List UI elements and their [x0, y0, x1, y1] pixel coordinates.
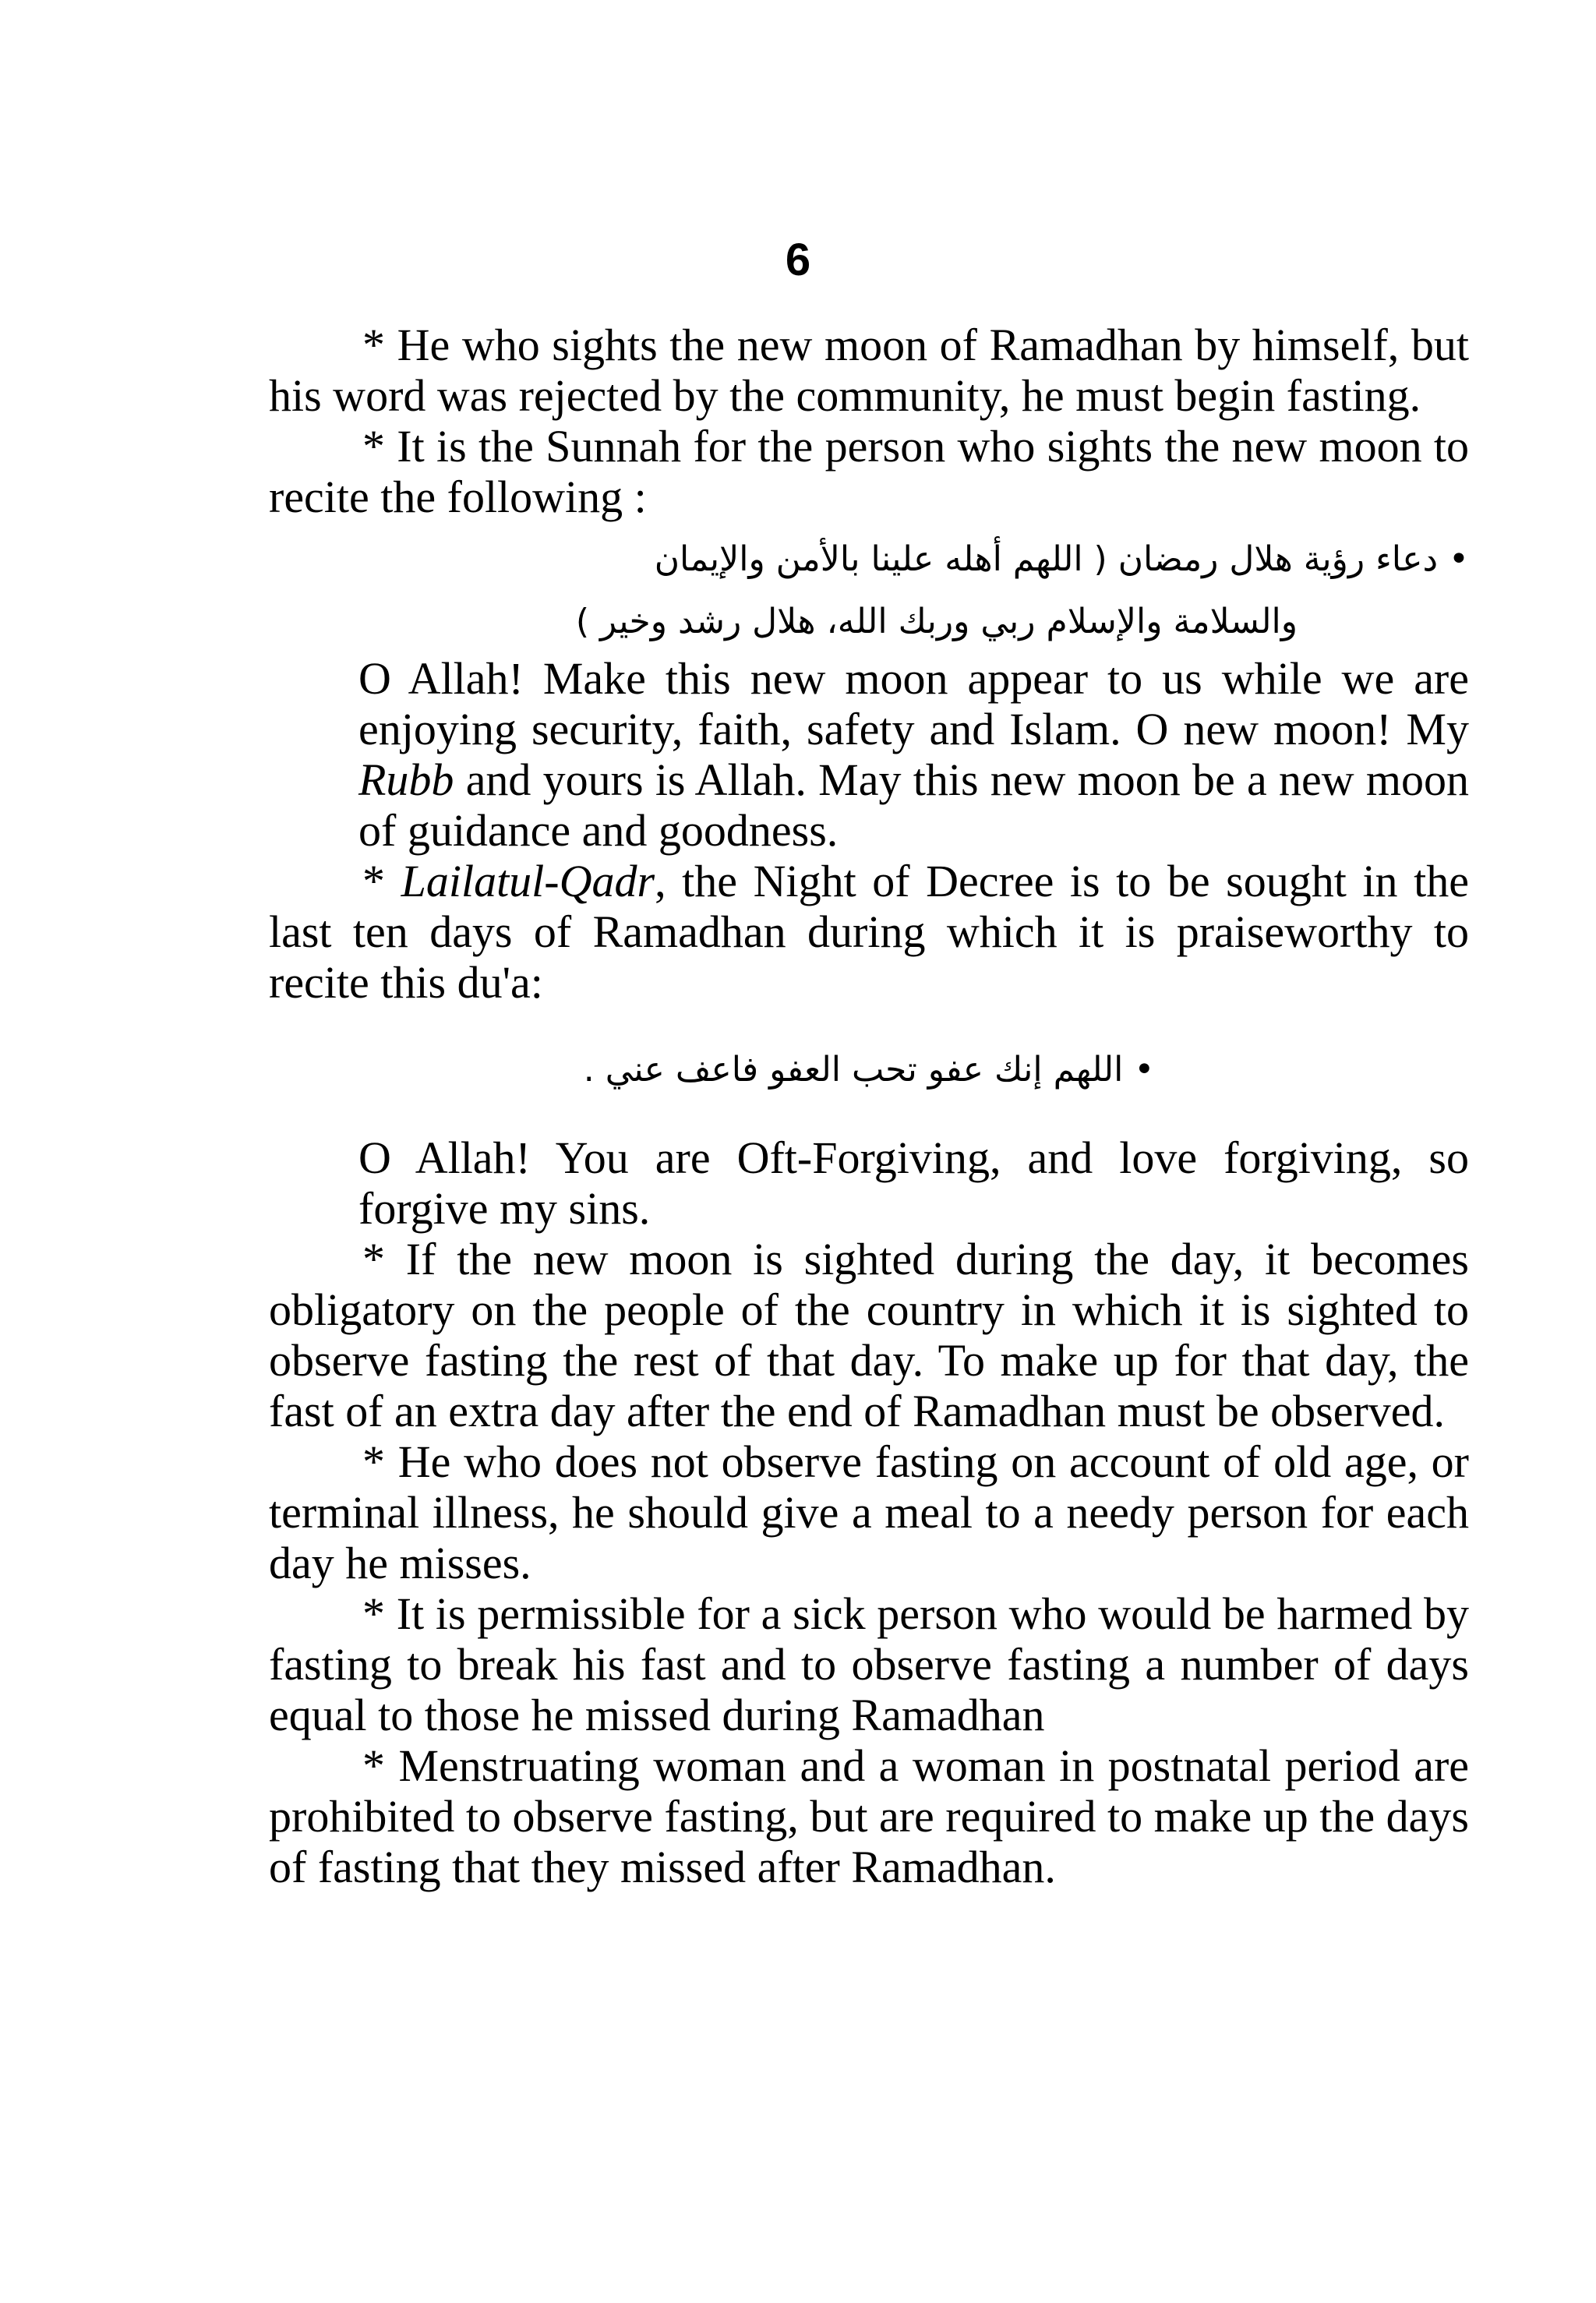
arabic-dua-new-moon-line1: • دعاء رؤية هلال رمضان ( اللهم أهله علينا بالأمن والإيمان	[654, 539, 1469, 579]
paragraph-lailatul-qadr-rest: , the Night of Decree is to be sought in the last ten days of Ramadhan during which it is praiseworthy to recite this du'a:	[269, 856, 1469, 1008]
translation-new-moon-dua	[358, 653, 1469, 856]
paragraph-sick-person: * It is permissible for a sick person who would be harmed by fasting to break his fast and to observe fasting a number of days equal to those he missed during Ramadhan	[269, 1588, 1469, 1740]
paragraph-daytime-sighting: * If the new moon is sighted during the day, it becomes obligatory on the people of the country in which it is sighted to observe fasting the rest of that day. To make up for that day, the fast of an extra day after the end of Ramadhan must be observed.	[269, 1234, 1469, 1436]
page-number: 6	[785, 235, 811, 285]
paragraph-old-age-illness: * He who does not observe fasting on account of old age, or terminal illness, he should give a meal to a needy person for each day he misses.	[269, 1436, 1469, 1588]
term-rubb: Rubb	[358, 754, 454, 805]
paragraph-lailatul-qadr	[269, 856, 1469, 1008]
translation-new-moon-part1: O Allah! Make this new moon appear to us while we are enjoying security, faith, safety and Islam. O new moon! My	[358, 653, 1469, 754]
arabic-dua-forgiveness: • اللهم إنك عفو تحب العفو فاعف عني .	[583, 1050, 1155, 1090]
page-body	[269, 320, 1469, 1892]
translation-forgiveness-dua: O Allah! You are Oft-Forgiving, and love forgiving, so forgive my sins.	[358, 1132, 1469, 1234]
arabic-dua-new-moon-line2: والسلامة والإسلام ربي وربك الله، هلال رشد وخير )	[575, 602, 1298, 641]
paragraph-menstruating-woman: * Menstruating woman and a woman in postnatal period are prohibited to observe fasting, but are required to make up the days of fasting that they missed after Ramadhan.	[269, 1740, 1469, 1892]
bullet-star: *	[362, 856, 401, 906]
term-lailatul-qadr: Lailatul-Qadr	[401, 856, 655, 906]
translation-new-moon-part2: and yours is Allah. May this new moon be a new moon of guidance and goodness.	[358, 754, 1469, 856]
paragraph-sunnah-recitation: * It is the Sunnah for the person who sights the new moon to recite the following :	[269, 421, 1469, 522]
paragraph-sighting-alone: * He who sights the new moon of Ramadhan by himself, but his word was rejected by the community, he must begin fasting.	[269, 320, 1469, 421]
